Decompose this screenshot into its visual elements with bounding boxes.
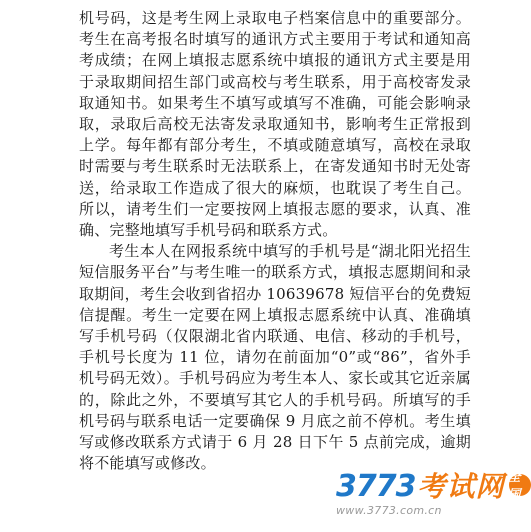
- watermark-chinese: 考试网: [417, 470, 505, 503]
- site-watermark-logo: [336, 469, 531, 517]
- watermark-digits: 3773: [336, 469, 416, 504]
- watermark-text-block: [336, 469, 505, 517]
- document-body: [79, 8, 471, 474]
- paragraph-2: 考生本人在网报系统中填写的手机号是“湖北阳光招生短信服务平台”与考生唯一的联系方式，填报志愿期间和录取期间，考生会收到省招办 10639678 短信平台的免费短信提醒。考生一定要在网上填报志愿系统中认真、准确填写手机号码（仅限湖北省内联通、电信、移动的手机号，手机号长度为 11 位，请勿在前面加“0”或“86”，省外手机号码无效）。手机号码应为考生本人、家长或其它近亲属的，除此之外，不要填写其它人的手机号码。所填写的手机号码与联系电话一定要确保 9 月底之前不停机。考生填写或修改联系方式请于 6 月 28 日下午 5 点前完成，逾期将不能填写或修改。: [79, 242, 472, 473]
- watermark-badge-icon: 全国: [509, 474, 531, 496]
- watermark-brand: [336, 469, 505, 504]
- paragraph-1: 机号码，这是考生网上录取电子档案信息中的重要部分。考生在高考报名时填写的通讯方式主要用于考试和通知高考成绩；在网上填报志愿系统中填报的通讯方式主要是用于录取期间招生部门或高校与考生联系，用于高校寄发录取通知书。如果考生不填写或填写不准确，可能会影响录取，录取后高校无法寄发录取通知书，影响考生正常报到上学。每年都有部分考生，不填或随意填写，高校在录取时需要与考生联系时无法联系上，在寄发通知书时无处寄送，给录取工作造成了很大的麻烦，也耽误了考生自己。所以，请考生们一定要按网上填报志愿的要求，认真、准确、完整地填写手机号码和联系方式。: [79, 9, 471, 240]
- watermark-url: www.3773.com.cn: [336, 504, 442, 517]
